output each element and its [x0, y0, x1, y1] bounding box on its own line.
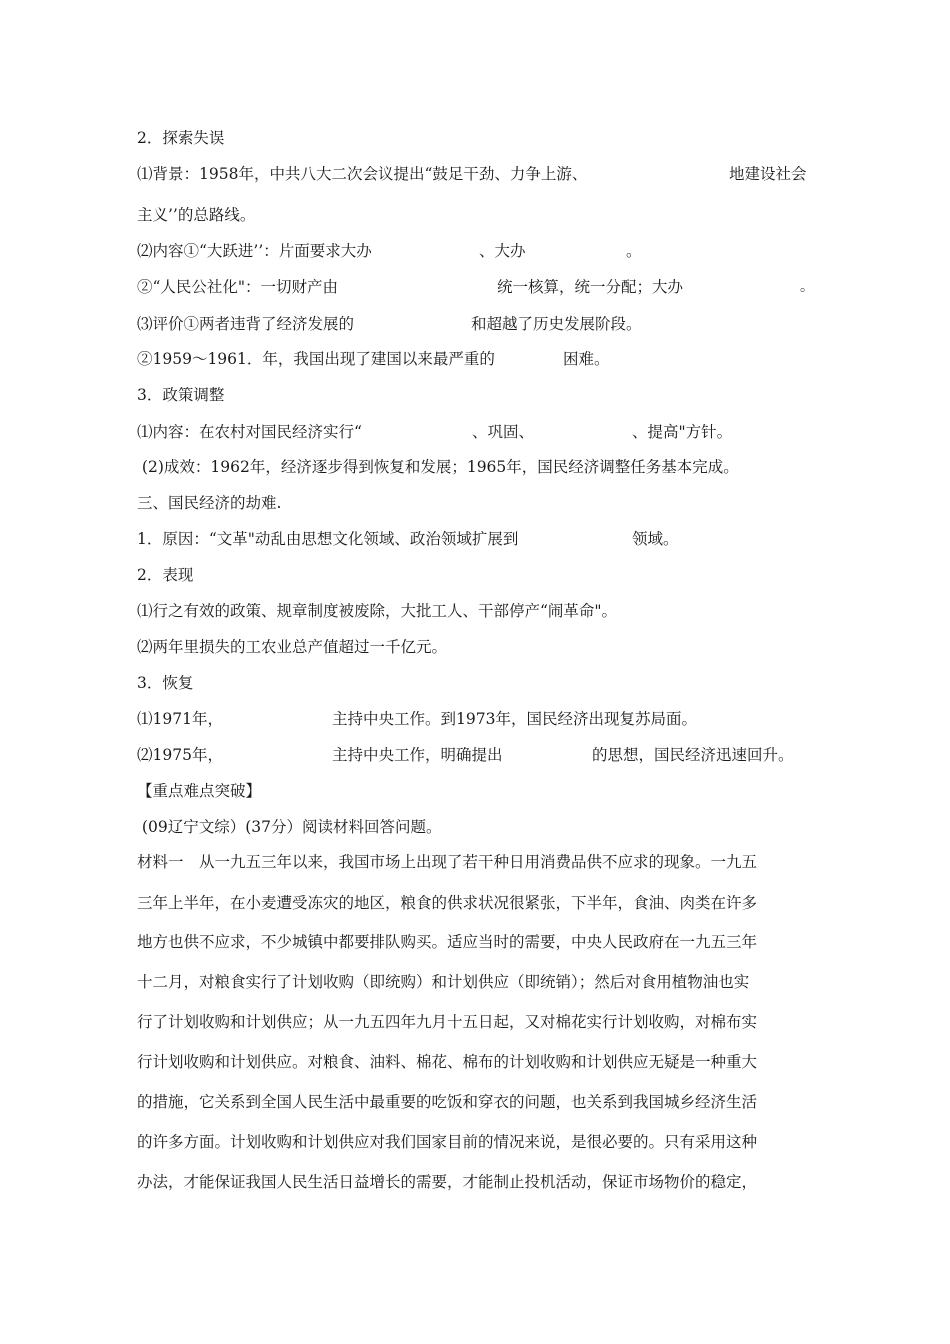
line-great-leap: ⑵内容①“大跃进’’：片面要求大办 — [137, 242, 372, 260]
material-1-line-8: 的许多方面。计划收购和计划供应对我们国家目前的情况来说，是很必要的。只有采用这种 — [137, 1133, 758, 1151]
line-difficulty-tail: 困难。 — [563, 350, 610, 368]
line-great-leap-mid: 、大办 — [479, 242, 526, 260]
line-recovery-1971-tail: 主持中央工作。到1973年，国民经济出现复苏局面。 — [332, 710, 697, 728]
line-recovery-1975-end: 的思想，国民经济迅速回升。 — [592, 746, 794, 764]
line-policy-content: ⑴内容：在农村对国民经济实行“ — [137, 423, 362, 441]
line-difficulty: ②1959～1961．年，我国出现了建国以来最严重的 — [137, 350, 495, 368]
line-communes-mid: 统一核算，统一分配；大办 — [497, 278, 684, 296]
line-manifestation-2: ⑵两年里损失的工农业总产值超过一千亿元。 — [137, 638, 448, 656]
material-1-line-5: 行了计划收购和计划供应；从一九五四年九月十五日起，又对棉花实行计划收购，对棉布实 — [137, 1013, 758, 1031]
line-evaluation: ⑶评价①两者违背了经济发展的 — [137, 315, 355, 333]
heading-key-points: 【重点难点突破】 — [137, 782, 262, 800]
material-1-line-1: 材料一 从一九五三年以来，我国市场上出现了若干种日用消费品供不应求的现象。一九五 — [137, 853, 758, 871]
heading-manifestation: 2．表现 — [137, 566, 194, 584]
heading-recovery: 3．恢复 — [137, 674, 194, 692]
heading-exploration-mistakes: 2．探索失误 — [137, 129, 225, 147]
line-communes: ②“人民公社化"：一切财产由 — [137, 278, 339, 296]
material-1-line-3: 地方也供不应求，不少城镇中都要排队购买。适应当时的需要，中央人民政府在一九五三年 — [137, 933, 758, 951]
line-background: ⑴背景：1958年，中共八大二次会议提出“鼓足干劲、力争上游、 — [137, 165, 588, 183]
line-cause: 1．原因：“文革"动乱由思想文化领域、政治领域扩展到 — [137, 530, 519, 548]
material-1-line-4: 十二月，对粮食实行了计划收购（即统购）和计划供应（即统销）；然后对食用植物油也实 — [137, 973, 750, 991]
material-1-line-6: 行计划收购和计划供应。对粮食、油料、棉花、棉布的计划收购和计划供应无疑是一种重大 — [137, 1053, 758, 1071]
material-1-line-2: 三年上半年，在小麦遭受冻灾的地区，粮食的供求状况很紧张，下半年，食油、肉类在许多 — [137, 894, 758, 912]
line-background-tail: 地建设社会 — [729, 165, 807, 183]
line-recovery-1975-mid: 主持中央工作，明确提出 — [332, 746, 503, 764]
line-policy-content-mid: 、巩固、 — [472, 423, 535, 441]
material-1-line-9: 办法，才能保证我国人民生活日益增长的需要，才能制止投机活动，保证市场物价的稳定， — [137, 1173, 758, 1191]
line-general-line: 主义’’的总路线。 — [137, 206, 256, 224]
line-communes-end: 。 — [800, 279, 814, 295]
line-policy-results: (2)成效：1962年，经济逐步得到恢复和发展；1965年，国民经济调整任务基本完成。 — [137, 458, 739, 476]
line-recovery-1971: ⑴1971年， — [137, 710, 223, 728]
line-evaluation-tail: 和超越了历史发展阶段。 — [471, 315, 642, 333]
line-recovery-1975: ⑵1975年， — [137, 746, 223, 764]
heading-economic-catastrophe: 三、国民经济的劫难. — [137, 494, 282, 512]
line-manifestation-1: ⑴行之有效的政策、规章制度被废除，大批工人、干部停产“闹革命"。 — [137, 602, 618, 620]
line-cause-tail: 领域。 — [632, 530, 679, 548]
material-1-line-7: 的措施，它关系到全国人民生活中最重要的吃饭和穿衣的问题，也关系到我国城乡经济生活 — [137, 1093, 758, 1111]
line-exam-source: (09辽宁文综）(37分）阅读材料回答问题。 — [137, 818, 442, 836]
heading-policy-adjustment: 3．政策调整 — [137, 386, 225, 404]
line-great-leap-end: 。 — [626, 242, 642, 260]
line-policy-content-end: 、提高"方针。 — [632, 423, 733, 441]
